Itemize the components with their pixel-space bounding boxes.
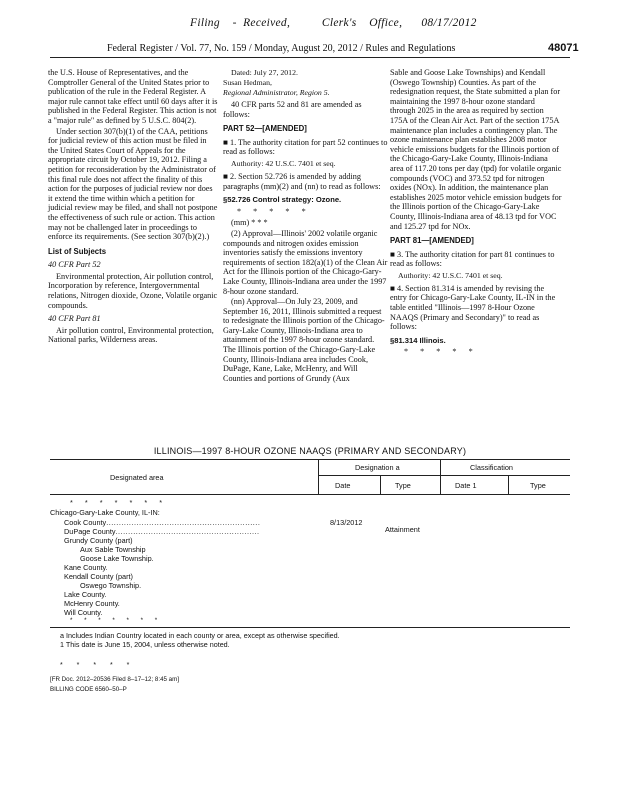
- cfr81-text: Air pollution control, Environmental protection, National parks, Wilderness areas.: [48, 325, 214, 345]
- part81-heading: PART 81—[AMENDED]: [390, 236, 474, 246]
- header-divider: [318, 460, 319, 494]
- running-head: Federal Register / Vol. 77, No. 159 / Monday, August 20, 2012 / Rules and Regulations: [107, 43, 456, 54]
- header-sub-rule: [318, 475, 570, 476]
- section-81-314-heading: §81.314 Illinois.: [390, 335, 446, 345]
- column-2: [223, 68, 388, 384]
- header-designation: Designation a: [355, 463, 400, 472]
- header-divider: [380, 475, 381, 494]
- authority-citation-81: Authority: 42 U.S.C. 7401 et seq.: [398, 270, 503, 280]
- header-type: Type: [395, 481, 411, 490]
- header-classification: Classification: [470, 463, 513, 472]
- billing-code: BILLING CODE 6560–50–P: [50, 686, 127, 693]
- table-row: Kane County.: [64, 563, 108, 572]
- row-type: Attainment: [385, 525, 420, 534]
- table-row: Kendall County (part): [64, 572, 133, 581]
- table-body: [50, 495, 570, 617]
- header-divider: [440, 460, 441, 494]
- column-1: [48, 68, 218, 346]
- authority-citation-52: Authority: 42 U.S.C. 7401 et seq.: [231, 158, 336, 168]
- table-area-name: Chicago-Gary-Lake County, IL-IN:: [50, 508, 160, 517]
- instruction-2: ■ 2. Section 52.726 is amended by adding paragraphs (mm)(2) and (nn) to read as follows:: [223, 171, 381, 191]
- row-leader: .............................................................: [106, 518, 261, 527]
- table-row: Oswego Township.: [80, 581, 142, 590]
- paragraph-nn-continued: Sable and Goose Lake Townships) and Kendall (Oswego Township) Counties. As part of the redesignation request, the State submitted a plan for maintaining the 1997 8-hour ozone standard through 2025 in the area as required by section 175A of the Clean Air Act. Part of the section 175A maintenance plan includes a contingency plan. The ozone maintenance plan establishes 2008 motor vehicle emissions budgets for the Illinois portion of the Chicago-Gary-Lake County, Illinois-Indiana area of 117.20 tons per day (tpd) for volatile organic compounds (VOC) and 373.52 tpd for nitrogen oxides (NOx). In addition, the maintenance plan establishes 2025 motor vehicle emission budgets for the Illinois portion of the Chicago-Gary-Lake County, Illinois-Indiana area of 48.13 tpd for VOC and 125.27 tpd for NOx.: [390, 68, 562, 231]
- row-name: Cook County: [64, 518, 107, 527]
- header-date-1: Date 1: [455, 481, 477, 490]
- table-row: McHenry County.: [64, 599, 120, 608]
- paragraph-nn: (nn) Approval—On July 23, 2009, and September 16, 2011, Illinois submitted a request to redesignate the Illinois portion of the Chicago-Gary-Lake County, Illinois-Indiana area to attainment of the 1997 8-hour ozone standard. The Illinois portion of the Chicago-Gary-Lake County, Illinois-Indiana area includes Cook, DuPage, Kane, Lake, McHenry, and Will Counties and portions of Grundy (Aux: [223, 297, 385, 383]
- footer-stars: * * * * *: [60, 662, 136, 669]
- footnote-a: a Includes Indian Country located in each county or area, except as otherwise specified.: [60, 631, 340, 640]
- column-3: [390, 68, 562, 359]
- row-date: 8/13/2012: [330, 518, 363, 527]
- head-rule: [50, 57, 570, 58]
- table-bottom-rule: [50, 627, 570, 628]
- instruction-4: ■ 4. Section 81.314 is amended by revising the entry for Chicago-Gary-Lake County, IL-IN in the table entitled "Illinois—1997 8-Hour Ozone NAAQS (Primary and Secondary)" to read as follows:: [390, 283, 556, 332]
- row-leader: .........................................................: [115, 527, 260, 536]
- signer-title: Regional Administrator, Region 5.: [223, 88, 330, 97]
- cfr52-text: Environmental protection, Air pollution control, Incorporation by reference, Intergovernmental relations, Nitrogen dioxide, Ozone, Volatile organic compounds.: [48, 271, 218, 310]
- table-row: Goose Lake Township.: [80, 554, 154, 563]
- signer-name: Susan Hedman,: [223, 78, 272, 87]
- header-divider: [508, 475, 509, 494]
- ellipsis-stars: * * * * *: [404, 347, 478, 357]
- paragraph-mm: (mm) * * *: [231, 218, 268, 228]
- page-number: 48071: [548, 42, 579, 54]
- table-stars-bottom: * * * * * * *: [70, 617, 163, 624]
- header-type-2: Type: [530, 481, 546, 490]
- table-row: Will County.: [64, 608, 103, 617]
- table-stars-top: * * * * * * *: [70, 498, 168, 507]
- table-title: ILLINOIS—1997 8-HOUR OZONE NAAQS (PRIMARY AND SECONDARY): [153, 446, 467, 456]
- designation-table: [50, 459, 570, 617]
- amend-line: 40 CFR parts 52 and 81 are amended as follows:: [223, 100, 362, 119]
- table-row: [64, 527, 260, 536]
- section-52-726-heading: §52.726 Control strategy: Ozone.: [223, 195, 342, 205]
- instruction-3: ■ 3. The authority citation for part 81 continues to read as follows:: [390, 249, 555, 269]
- table-row: Aux Sable Township: [80, 545, 146, 554]
- instruction-1: ■ 1. The authority citation for part 52 continues to read as follows:: [223, 137, 388, 157]
- cfr81-heading: 40 CFR Part 81: [48, 314, 101, 324]
- paragraph-mm-2: (2) Approval—Illinois' 2002 volatile organic compounds and nitrogen oxides emission inventories satisfy the emissions inventory requirements of section 182(a)(1) of the Clean Air Act for the Illinois portion of the Chicago-Gary-Lake County, Illinois-Indiana area under the 1997 8-hour ozone standard.: [223, 228, 388, 296]
- filing-stamp: Filing - Received, Clerk's Office, 08/17/2012: [190, 17, 477, 29]
- table-row: Grundy County (part): [64, 536, 133, 545]
- table-row: [64, 518, 260, 527]
- header-date: Date: [335, 481, 351, 490]
- part52-heading: PART 52—[AMENDED]: [223, 124, 307, 134]
- table-row: Lake County.: [64, 590, 107, 599]
- subjects-heading: List of Subjects: [48, 246, 107, 256]
- paragraph-cra: the U.S. House of Representatives, and the Comptroller General of the United States prior to publication of the rule in the Federal Register. A major rule cannot take effect until 60 days after it is published in the Federal Register. This action is not a "major rule" as defined by 5 U.S.C. 804(2).: [48, 68, 218, 125]
- header-designated-area: Designated area: [110, 473, 164, 482]
- dated-line: Dated: July 27, 2012.: [231, 68, 298, 77]
- row-name: DuPage County: [64, 527, 116, 536]
- table-header: [50, 459, 570, 495]
- paragraph-judicial-review: Under section 307(b)(1) of the CAA, petitions for judicial review of this action must be filed in the United States Court of Appeals for the appropriate circuit by October 19, 2012. Filing a petition for reconsideration by the Administrator of this final rule does not affect the finality of this action for the purposes of judicial review nor does it extend the time within which a petition for judicial review may be filed, and shall not postpone the effectiveness of such rule or action. This action may not be challenged later in proceedings to enforce its requirements. (See section 307(b)(2).): [48, 126, 218, 242]
- footnote-1: 1 This date is June 15, 2004, unless otherwise noted.: [60, 640, 230, 649]
- cfr52-heading: 40 CFR Part 52: [48, 260, 101, 270]
- ellipsis-stars: * * * * *: [237, 206, 311, 216]
- fr-doc-line: [FR Doc. 2012–20536 Filed 8–17–12; 8:45 am]: [50, 676, 179, 683]
